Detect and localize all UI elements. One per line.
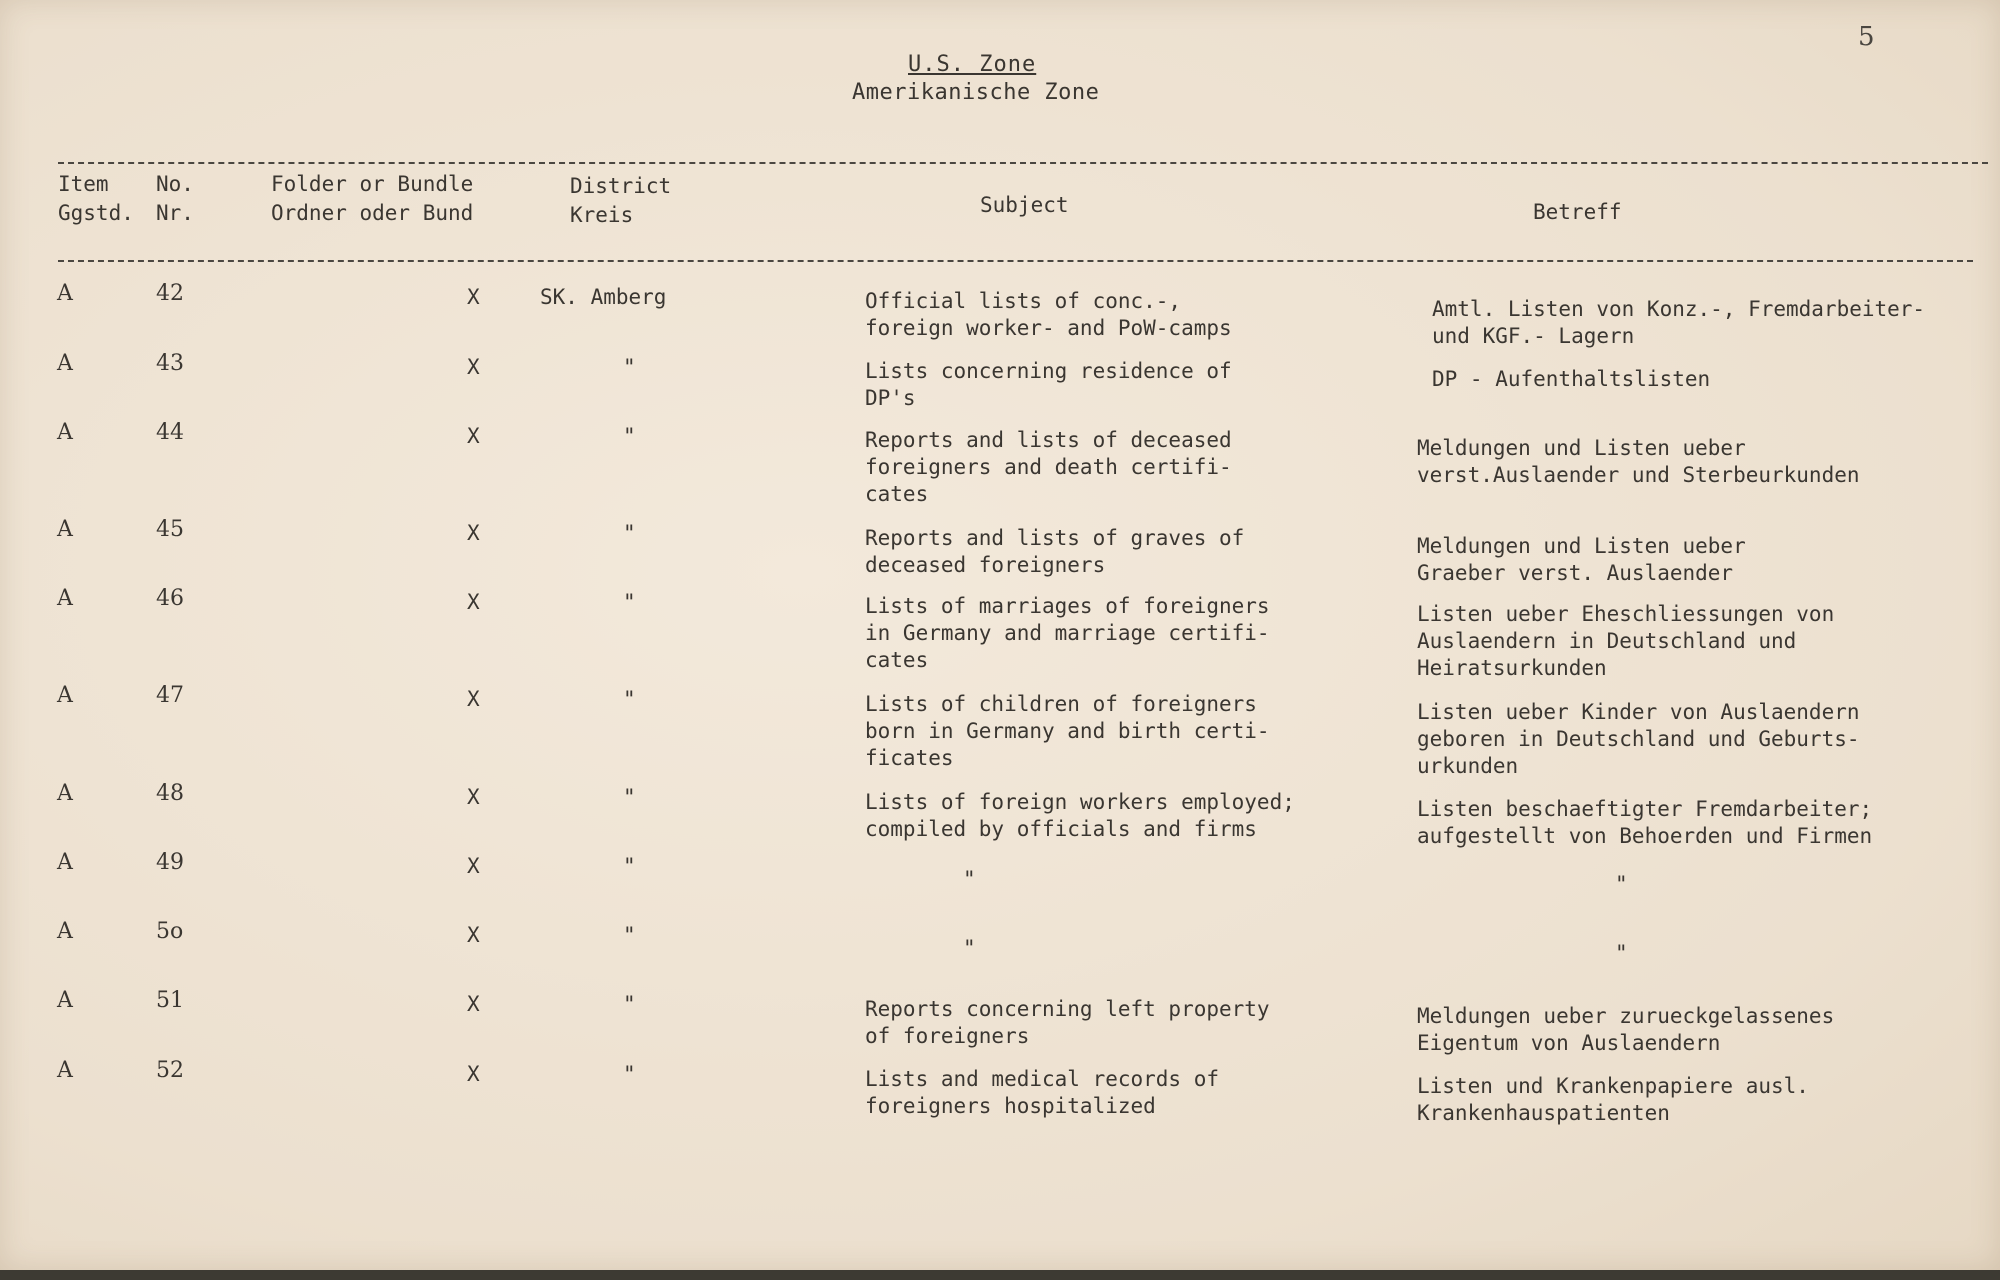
- cell-item: A: [57, 351, 73, 376]
- cell-subject: Lists of marriages of foreigners in Germany and marriage certifi- cates: [865, 594, 1270, 672]
- header-folder: Folder or Bundle Ordner oder Bund: [271, 172, 474, 225]
- cell-betreff: Listen ueber Kinder von Auslaendern geboren in Deutschland und Geburts- urkunden: [1417, 700, 1860, 778]
- cell-subject: ": [963, 936, 976, 960]
- cell-no: 48: [156, 781, 184, 806]
- cell-district: ": [623, 355, 636, 379]
- cell-betreff: ": [1615, 941, 1628, 965]
- cell-no: 49: [156, 850, 184, 875]
- header-no: No. Nr.: [156, 172, 194, 225]
- cell-subject: Lists and medical records of foreigners hospitalized: [865, 1067, 1220, 1118]
- cell-folder: X: [467, 521, 480, 545]
- cell-item: A: [57, 517, 73, 542]
- cell-folder: X: [467, 785, 480, 809]
- cell-no: 51: [156, 988, 184, 1013]
- cell-no: 52: [156, 1058, 184, 1083]
- header-district: District Kreis: [570, 174, 672, 227]
- cell-no: 46: [156, 586, 184, 611]
- cell-item: A: [57, 1058, 73, 1083]
- cell-subject: Reports concerning left property of foreigners: [865, 997, 1270, 1048]
- zone-subtitle: Amerikanische Zone: [852, 80, 1100, 105]
- cell-district: ": [623, 992, 636, 1016]
- cell-betreff: Meldungen und Listen ueber Graeber verst. Auslaender: [1417, 534, 1746, 585]
- cell-item: A: [57, 919, 73, 944]
- header-betreff: Betreff: [1533, 200, 1622, 224]
- cell-betreff: Listen und Krankenpapiere ausl. Krankenhauspatienten: [1417, 1074, 1809, 1125]
- cell-folder: X: [467, 854, 480, 878]
- cell-no: 44: [156, 420, 184, 445]
- cell-betreff: Meldungen und Listen ueber verst.Auslaender und Sterbeurkunden: [1417, 436, 1860, 487]
- cell-betreff: Listen beschaeftigter Fremdarbeiter; aufgestellt von Behoerden und Firmen: [1417, 797, 1873, 848]
- cell-district: SK. Amberg: [540, 285, 667, 309]
- cell-item: A: [57, 586, 73, 611]
- cell-district: ": [623, 687, 636, 711]
- cell-betreff: ": [1615, 872, 1628, 896]
- cell-subject: ": [963, 867, 976, 891]
- cell-subject: Lists of foreign workers employed; compiled by officials and firms: [865, 790, 1295, 841]
- cell-subject: Lists concerning residence of DP's: [865, 359, 1232, 410]
- cell-folder: X: [467, 923, 480, 947]
- cell-no: 47: [156, 683, 184, 708]
- cell-folder: X: [467, 355, 480, 379]
- cell-subject: Official lists of conc.-, foreign worker- and PoW-camps: [865, 289, 1232, 340]
- header-item: Item Ggstd.: [58, 172, 134, 225]
- cell-betreff: Listen ueber Eheschliessungen von Auslaendern in Deutschland und Heiratsurkunden: [1417, 602, 1835, 680]
- cell-no: 42: [156, 281, 184, 306]
- cell-no: 45: [156, 517, 184, 542]
- cell-district: ": [623, 424, 636, 448]
- header-rule-bottom: [58, 260, 1973, 262]
- header-subject: Subject: [980, 193, 1069, 217]
- cell-district: ": [623, 521, 636, 545]
- cell-folder: X: [467, 285, 480, 309]
- cell-folder: X: [467, 992, 480, 1016]
- cell-district: ": [623, 590, 636, 614]
- cell-district: ": [623, 785, 636, 809]
- cell-folder: X: [467, 687, 480, 711]
- cell-folder: X: [467, 424, 480, 448]
- cell-betreff: DP - Aufenthaltslisten: [1432, 367, 1711, 391]
- page-number: 5: [1858, 22, 1875, 52]
- cell-item: A: [57, 420, 73, 445]
- cell-no: 5o: [156, 919, 184, 944]
- cell-betreff: Meldungen ueber zurueckgelassenes Eigentum von Auslaendern: [1417, 1004, 1835, 1055]
- cell-item: A: [57, 850, 73, 875]
- cell-subject: Lists of children of foreigners born in Germany and birth certi- ficates: [865, 692, 1270, 770]
- cell-subject: Reports and lists of deceased foreigners and death certifi- cates: [865, 428, 1232, 506]
- cell-item: A: [57, 988, 73, 1013]
- cell-item: A: [57, 781, 73, 806]
- cell-betreff: Amtl. Listen von Konz.-, Fremdarbeiter- und KGF.- Lagern: [1432, 297, 1926, 348]
- cell-district: ": [623, 854, 636, 878]
- cell-folder: X: [467, 1062, 480, 1086]
- cell-district: ": [623, 923, 636, 947]
- cell-district: ": [623, 1062, 636, 1086]
- header-rule-top: [58, 162, 1988, 164]
- cell-subject: Reports and lists of graves of deceased foreigners: [865, 526, 1245, 577]
- cell-no: 43: [156, 351, 184, 376]
- cell-folder: X: [467, 590, 480, 614]
- cell-item: A: [57, 683, 73, 708]
- zone-title: U.S. Zone: [908, 52, 1037, 77]
- cell-item: A: [57, 281, 73, 306]
